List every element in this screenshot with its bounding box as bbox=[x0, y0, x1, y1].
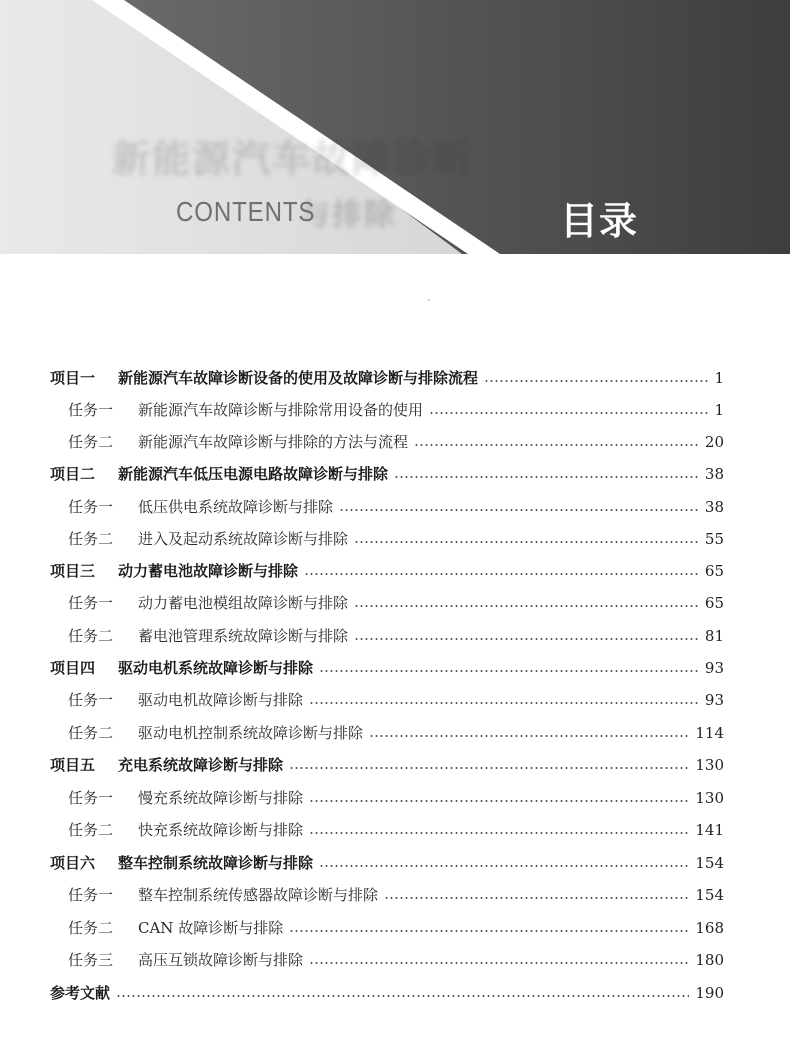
task-title: 快充系统故障诊断与排除 bbox=[138, 821, 304, 839]
page-number: 65 bbox=[704, 594, 724, 612]
ghost-title-line2: 与排除 bbox=[300, 198, 396, 233]
toc-project-row[interactable] bbox=[50, 555, 724, 587]
dot-leader bbox=[304, 573, 699, 575]
project-title: 整车控制系统故障诊断与排除 bbox=[118, 854, 314, 872]
header-banner bbox=[0, 0, 790, 254]
project-number: 项目二 bbox=[50, 465, 96, 483]
page-number: 1 bbox=[714, 369, 724, 387]
toc-task-row[interactable] bbox=[68, 620, 724, 652]
toc-task-row[interactable] bbox=[68, 879, 724, 911]
ghost-title-line1: 新能源汽车故障诊断 bbox=[112, 137, 473, 181]
project-number: 项目五 bbox=[50, 756, 96, 774]
page-number: 154 bbox=[695, 886, 724, 904]
toc-project-row[interactable] bbox=[50, 847, 724, 879]
toc-task-row[interactable] bbox=[68, 814, 724, 846]
page-number: 38 bbox=[704, 465, 724, 483]
toc-task-row[interactable] bbox=[68, 426, 724, 458]
dot-leader bbox=[414, 444, 699, 446]
page-number: 130 bbox=[695, 789, 724, 807]
task-number: 任务二 bbox=[68, 724, 114, 742]
speck bbox=[428, 299, 430, 301]
task-title: 整车控制系统传感器故障诊断与排除 bbox=[138, 886, 379, 904]
toc-task-row[interactable] bbox=[68, 717, 724, 749]
dot-leader bbox=[289, 930, 689, 932]
toc-task-row[interactable] bbox=[68, 944, 724, 976]
page-title: 目录 bbox=[560, 199, 639, 243]
task-title: 低压供电系统故障诊断与排除 bbox=[138, 498, 334, 516]
task-title: 新能源汽车故障诊断与排除的方法与流程 bbox=[138, 433, 409, 451]
dot-leader bbox=[384, 897, 689, 899]
dot-leader bbox=[319, 670, 699, 672]
toc-references-row[interactable] bbox=[50, 977, 724, 1009]
task-title: 蓄电池管理系统故障诊断与排除 bbox=[138, 627, 349, 645]
task-title: 慢充系统故障诊断与排除 bbox=[138, 789, 304, 807]
task-number: 任务一 bbox=[68, 886, 114, 904]
toc-project-row[interactable] bbox=[50, 458, 724, 490]
project-title: 动力蓄电池故障诊断与排除 bbox=[118, 562, 299, 580]
project-number: 项目四 bbox=[50, 659, 96, 677]
task-number: 任务二 bbox=[68, 433, 114, 451]
task-number: 任务一 bbox=[68, 498, 114, 516]
toc-task-row[interactable] bbox=[68, 587, 724, 619]
task-number: 任务一 bbox=[68, 594, 114, 612]
dot-leader bbox=[309, 702, 699, 704]
dot-leader bbox=[354, 541, 699, 543]
task-number: 任务一 bbox=[68, 691, 114, 709]
project-number: 项目六 bbox=[50, 854, 96, 872]
page-number: 190 bbox=[695, 984, 724, 1002]
page-number: 1 bbox=[714, 401, 724, 419]
page-number: 65 bbox=[704, 562, 724, 580]
dot-leader bbox=[484, 380, 708, 382]
contents-label: CONTENTS bbox=[176, 196, 316, 227]
toc-task-row[interactable] bbox=[68, 684, 724, 716]
project-title: 充电系统故障诊断与排除 bbox=[118, 756, 284, 774]
dot-leader bbox=[354, 605, 699, 607]
page-number: 55 bbox=[704, 530, 724, 548]
task-number: 任务二 bbox=[68, 627, 114, 645]
dot-leader bbox=[289, 767, 689, 769]
toc-task-row[interactable] bbox=[68, 523, 724, 555]
task-number: 任务一 bbox=[68, 789, 114, 807]
dot-leader bbox=[339, 509, 699, 511]
task-title: 新能源汽车故障诊断与排除常用设备的使用 bbox=[138, 401, 424, 419]
project-number: 项目三 bbox=[50, 562, 96, 580]
task-title: 驱动电机故障诊断与排除 bbox=[138, 691, 304, 709]
task-number: 任务二 bbox=[68, 530, 114, 548]
dot-leader bbox=[319, 865, 689, 867]
dot-leader bbox=[354, 638, 699, 640]
task-number: 任务三 bbox=[68, 951, 114, 969]
page-number: 81 bbox=[704, 627, 724, 645]
task-title: 动力蓄电池模组故障诊断与排除 bbox=[138, 594, 349, 612]
dot-leader bbox=[369, 735, 689, 737]
page-number: 168 bbox=[695, 919, 724, 937]
page-number: 93 bbox=[704, 659, 724, 677]
task-title: 高压互锁故障诊断与排除 bbox=[138, 951, 304, 969]
toc-task-row[interactable] bbox=[68, 782, 724, 814]
page-number: 38 bbox=[704, 498, 724, 516]
page-number: 180 bbox=[695, 951, 724, 969]
toc-project-row[interactable] bbox=[50, 749, 724, 781]
page-number: 114 bbox=[695, 724, 724, 742]
dot-leader bbox=[309, 800, 689, 802]
dot-leader bbox=[309, 832, 689, 834]
page-number: 93 bbox=[704, 691, 724, 709]
project-number: 项目一 bbox=[50, 369, 96, 387]
task-number: 任务二 bbox=[68, 821, 114, 839]
dot-leader bbox=[429, 412, 708, 414]
dot-leader bbox=[309, 962, 689, 964]
page-number: 20 bbox=[704, 433, 724, 451]
page-number: 154 bbox=[695, 854, 724, 872]
toc-task-row[interactable] bbox=[68, 491, 724, 523]
references-title: 参考文献 bbox=[50, 984, 111, 1002]
task-title: 进入及起动系统故障诊断与排除 bbox=[138, 530, 349, 548]
dot-leader bbox=[394, 476, 699, 478]
toc-project-row[interactable] bbox=[50, 362, 724, 394]
task-number: 任务一 bbox=[68, 401, 114, 419]
project-title: 新能源汽车故障诊断设备的使用及故障诊断与排除流程 bbox=[118, 369, 479, 387]
page-number: 141 bbox=[695, 821, 724, 839]
toc-task-row[interactable] bbox=[68, 394, 724, 426]
task-number: 任务二 bbox=[68, 919, 114, 937]
toc-project-row[interactable] bbox=[50, 652, 724, 684]
task-title: CAN 故障诊断与排除 bbox=[138, 919, 284, 937]
toc-task-row[interactable] bbox=[68, 912, 724, 944]
project-title: 驱动电机系统故障诊断与排除 bbox=[118, 659, 314, 677]
page-number: 130 bbox=[695, 756, 724, 774]
task-title: 驱动电机控制系统故障诊断与排除 bbox=[138, 724, 364, 742]
dot-leader bbox=[116, 995, 689, 997]
project-title: 新能源汽车低压电源电路故障诊断与排除 bbox=[118, 465, 389, 483]
